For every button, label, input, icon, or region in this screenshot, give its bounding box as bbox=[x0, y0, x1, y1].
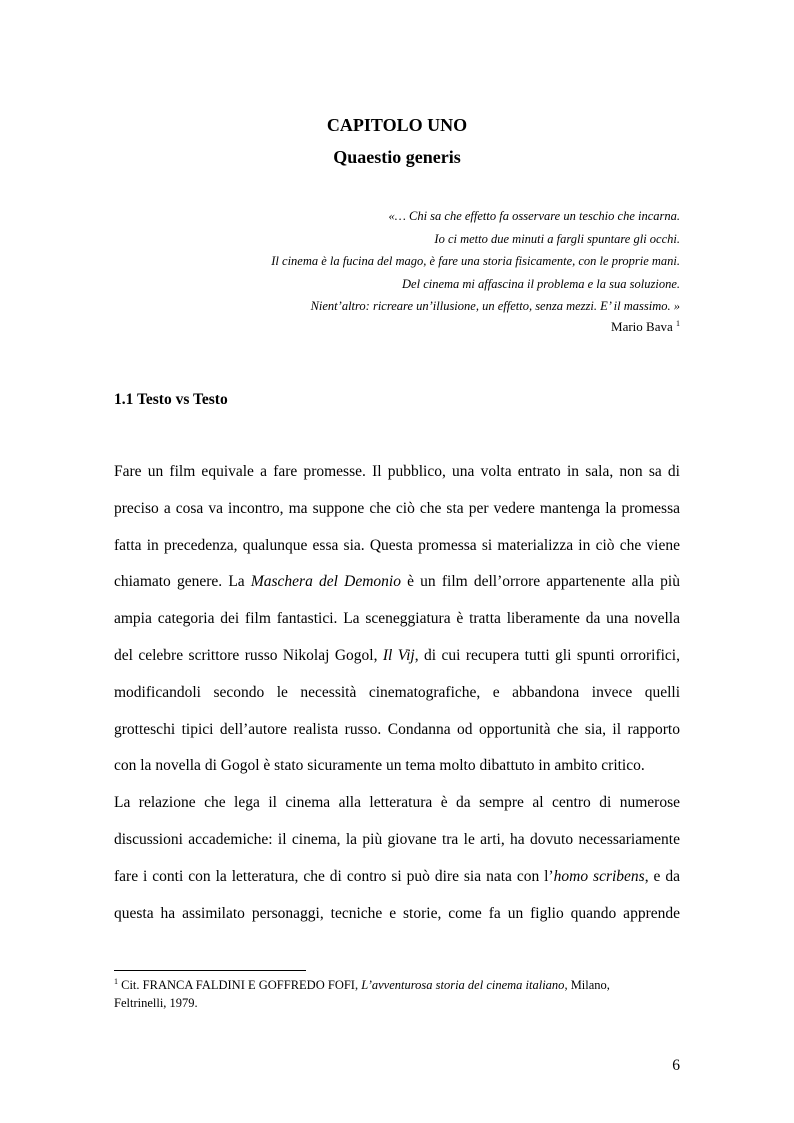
footnote-line: Feltrinelli, 1979. bbox=[114, 996, 198, 1010]
epigraph-line: Nient’altro: ricreare un’illusione, un effetto, senza mezzi. E’ il massimo. » bbox=[310, 299, 680, 313]
chapter-title: CAPITOLO UNO bbox=[326, 115, 468, 135]
page-number: 6 bbox=[672, 1057, 680, 1074]
epigraph-quote bbox=[80, 205, 680, 318]
footnote-separator bbox=[114, 970, 306, 971]
epigraph-line: Del cinema mi affascina il problema e la sua soluzione. bbox=[402, 276, 680, 291]
body-paragraphs bbox=[114, 462, 680, 940]
body-line: discussioni accademiche: il cinema, la più giovane tra le arti, ha dovuto necessariamente bbox=[114, 830, 680, 848]
body-line: Fare un film equivale a fare promesse. Il pubblico, una volta entrato in sala, non sa di bbox=[114, 463, 680, 480]
body-line: modificandoli secondo le necessità cinematografiche, e abbandona invece quelli bbox=[114, 683, 680, 701]
body-line: grotteschi tipici dell’autore realista russo. Condanna od opportunità che sia, il rapporto bbox=[114, 720, 680, 738]
chapter-subtitle: Quaestio generis bbox=[333, 147, 461, 167]
body-text-segment: , di cui recupera tutti gli spunti orrorifici, bbox=[414, 646, 680, 664]
epigraph-line: Io ci metto due minuti a fargli spuntare gli occhi. bbox=[434, 231, 680, 246]
novel-title: Il Vij bbox=[382, 646, 415, 664]
footnote-text: , Milano, bbox=[564, 978, 610, 992]
body-text-segment: del celebre scrittore russo Nikolaj Gogol, bbox=[114, 646, 383, 664]
epigraph-author-name: Mario Bava bbox=[611, 319, 673, 334]
body-line: con la novella di Gogol è stato sicuramente un tema molto dibattuto in ambito critico. bbox=[114, 757, 645, 775]
epigraph-line: Il cinema è la fucina del mago, è fare una storia fisicamente, con le proprie mani. bbox=[271, 254, 680, 268]
body-text-segment: , e da bbox=[644, 867, 681, 885]
film-title: Maschera del Demonio bbox=[250, 573, 401, 591]
body-line bbox=[114, 646, 680, 683]
body-text-segment: è un film dell’orrore appartenente alla più bbox=[400, 573, 680, 591]
body-line: ampia categoria dei film fantastici. La sceneggiatura è tratta liberamente da una novella bbox=[114, 610, 680, 628]
epigraph-line: «… Chi sa che effetto fa osservare un teschio che incarna. bbox=[388, 209, 680, 223]
body-text-segment: fare i conti con la letteratura, che di contro si può dire sia nata con l’ bbox=[114, 867, 554, 885]
section-heading: 1.1 Testo vs Testo bbox=[114, 391, 228, 408]
footnote bbox=[114, 976, 680, 1012]
footnote-reference[interactable]: 1 bbox=[676, 319, 680, 328]
body-text-segment: chiamato genere. La bbox=[114, 573, 251, 591]
body-line bbox=[114, 572, 680, 609]
footnote-number: 1 bbox=[114, 977, 118, 986]
body-line: La relazione che lega il cinema alla letteratura è da sempre al centro di numerose bbox=[114, 794, 680, 812]
body-line: fatta in precedenza, qualunque essa sia. Questa promessa si materializza in ciò che viene bbox=[114, 536, 680, 554]
body-line: preciso a cosa va incontro, ma suppone che ciò che sta per vedere mantenga la promessa bbox=[114, 499, 680, 517]
epigraph-author bbox=[611, 318, 680, 336]
body-line bbox=[114, 867, 680, 904]
footnote-book-title: L’avventurosa storia del cinema italiano bbox=[361, 978, 565, 992]
emphasis-term: homo scribens bbox=[553, 867, 645, 885]
footnote-text: Cit. FRANCA FALDINI E GOFFREDO FOFI, bbox=[118, 978, 362, 992]
body-line: questa ha assimilato personaggi, tecniche e storie, come fa un figlio quando apprende bbox=[114, 904, 680, 922]
footnote-line bbox=[114, 976, 680, 994]
